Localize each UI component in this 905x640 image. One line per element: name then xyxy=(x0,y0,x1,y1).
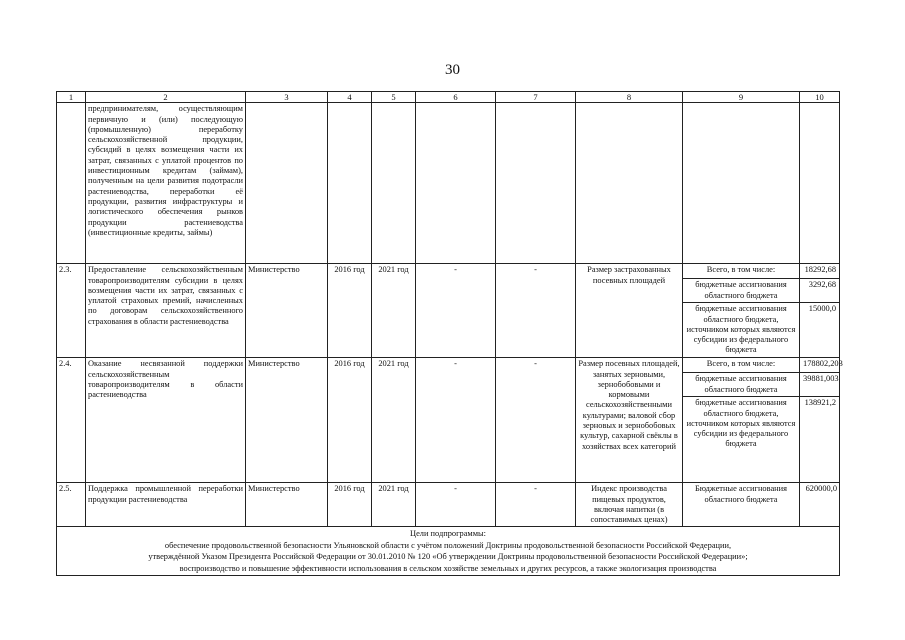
header-cell: 1 xyxy=(57,92,86,103)
amount: 620000,0 xyxy=(800,483,840,527)
indicator: Индекс производства пищевых продуктов, включая напитки (в сопоставимых ценах) xyxy=(576,483,683,527)
column-7: - xyxy=(496,358,576,483)
table-row xyxy=(57,264,840,358)
header-cell: 9 xyxy=(683,92,800,103)
finance-source: бюджетные ассигнования областного бюджета, источником которых являются субсидии из федерального бюджета xyxy=(686,304,796,355)
finance-source: бюджетные ассигнования областного бюджета xyxy=(683,279,799,303)
goals-row xyxy=(57,527,840,576)
table-row xyxy=(57,483,840,527)
goals-line: воспроизводство и повышение эффективности использования в сельском хозяйстве земельных и других ресурсов, а также экологизация производства xyxy=(179,563,717,573)
end-year: 2021 год xyxy=(372,264,416,358)
executor: Министерство xyxy=(246,483,328,527)
header-cell: 4 xyxy=(328,92,372,103)
start-year: 2016 год xyxy=(328,264,372,358)
page-number: 30 xyxy=(445,62,460,78)
header-cell: 8 xyxy=(576,92,683,103)
end-year: 2021 год xyxy=(372,483,416,527)
amount: 39881,003 xyxy=(800,373,839,397)
header-cell: 5 xyxy=(372,92,416,103)
row-number: 2.3. xyxy=(57,264,86,358)
finance-sources xyxy=(683,358,800,483)
column-6 xyxy=(416,103,496,264)
header-cell: 7 xyxy=(496,92,576,103)
measure-name: Предоставление сельскохозяйственным товаропроизводителям субсидии в целях возмещения части их затрат, связанных с уплатой страховых премий, начисленных по договорам сельскохозяйственного страхования в области растениеводства xyxy=(86,264,246,358)
measure-name: Оказание несвязанной поддержки сельскохозяйственным товаропроизводителям в области растениеводства xyxy=(86,358,246,483)
header-cell: 2 xyxy=(86,92,246,103)
table-row xyxy=(57,358,840,483)
start-year: 2016 год xyxy=(328,483,372,527)
goals-line: обеспечение продовольственной безопасности Ульяновской области с учётом положений Доктрины продовольственной безопасности Российской Федерации, xyxy=(164,540,732,550)
header-row xyxy=(57,92,840,103)
program-table xyxy=(56,91,843,576)
column-7: - xyxy=(496,483,576,527)
end-year: 2021 год xyxy=(372,358,416,483)
amount: 18292,68 xyxy=(800,264,839,279)
indicator: Размер посевных площадей, занятых зерновыми, зернобобовыми и кормовыми сельскохозяйственными культурами; валовой сбор зерновых и зернобобовых культур, сахарной свёклы в хозяйствах всех категорий xyxy=(576,358,683,483)
amount xyxy=(800,103,840,264)
goals-cell xyxy=(57,527,840,576)
header-cell: 6 xyxy=(416,92,496,103)
goals-line: утверждённой Указом Президента Российской Федерации от 30.01.2010 № 120 «Об утверждении Доктрины продовольственной безопасности Российской Федерации»; xyxy=(148,552,748,562)
indicator xyxy=(576,103,683,264)
row-number xyxy=(57,103,86,264)
column-7: - xyxy=(496,264,576,358)
amounts xyxy=(800,264,840,358)
measure-name: Поддержка промышленной переработки продукции растениеводства xyxy=(86,483,246,527)
finance-source: бюджетные ассигнования областного бюджета xyxy=(683,373,799,397)
table-row xyxy=(57,103,840,264)
finance-source: Всего, в том числе: xyxy=(683,358,799,373)
header-cell: 10 xyxy=(800,92,840,103)
executor: Министерство xyxy=(246,264,328,358)
column-6: - xyxy=(416,264,496,358)
goals-title: Цели подпрограммы: xyxy=(410,529,486,539)
start-year: 2016 год xyxy=(328,358,372,483)
amount: 15000,0 xyxy=(808,304,836,314)
amounts xyxy=(800,358,843,483)
finance-source: Всего, в том числе: xyxy=(683,264,799,279)
finance-source: бюджетные ассигнования областного бюджета, источником которых являются субсидии из федерального бюджета xyxy=(686,398,796,449)
end-year xyxy=(372,103,416,264)
column-6: - xyxy=(416,483,496,527)
executor xyxy=(246,103,328,264)
column-6: - xyxy=(416,358,496,483)
measure-name: предпринимателям, осуществляющим первичную и (или) последующую (промышленную) переработку сельскохозяйственной продукции, субсидий в целях возмещения части их затрат, связанных с уплатой процентов по инвестиционным кредитам (займам), полученным на цели развития подотрасли растениеводства, переработки её продукции, развития инфраструктуры и логистического обеспечения рынков продукции растениеводства (инвестиционные кредиты, займы) xyxy=(86,103,246,264)
start-year xyxy=(328,103,372,264)
column-7 xyxy=(496,103,576,264)
header-cell: 3 xyxy=(246,92,328,103)
executor: Министерство xyxy=(246,358,328,483)
finance-sources xyxy=(683,264,800,358)
finance-source xyxy=(683,103,800,264)
row-number: 2.4. xyxy=(57,358,86,483)
indicator: Размер застрахованных посевных площадей xyxy=(576,264,683,358)
finance-source: Бюджетные ассигнования областного бюджета xyxy=(683,483,800,527)
amount: 178802,203 xyxy=(800,358,839,373)
amount: 3292,68 xyxy=(800,279,839,303)
amount: 138921,2 xyxy=(804,398,836,408)
row-number: 2.5. xyxy=(57,483,86,527)
